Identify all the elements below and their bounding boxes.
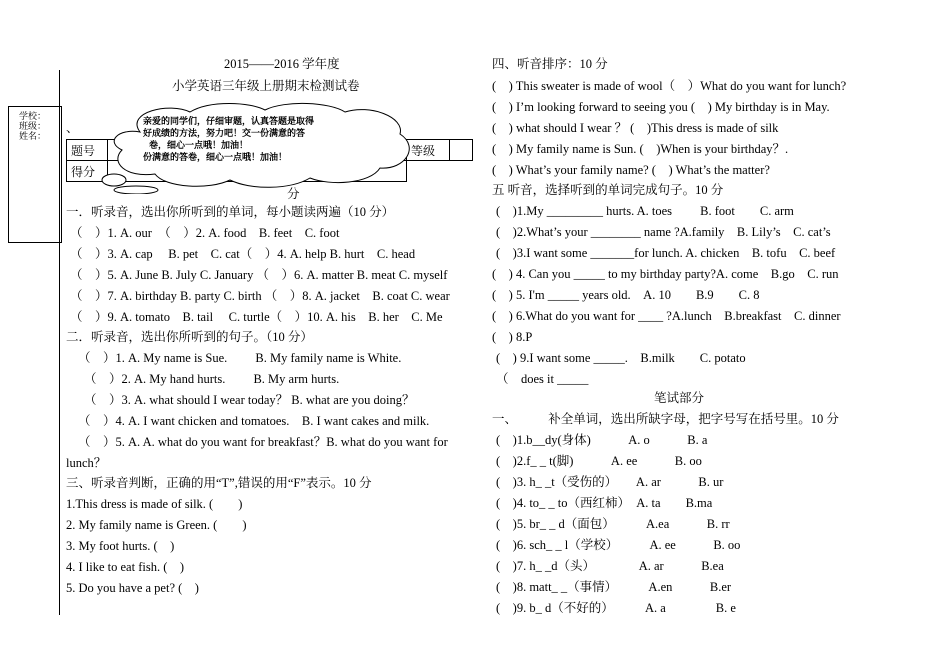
question-line: ( ) This sweater is made of wool（ ）What do you want for lunch?: [492, 79, 847, 93]
stray-mark: 、: [66, 121, 79, 135]
question-line: ( ) 5. I'm _____ years old. A. 10 B.9 C. 8: [492, 288, 760, 302]
written-section-heading: 一、 补全单词，选出所缺字母，把字号写在括号里。10 分: [492, 412, 839, 426]
section-1-heading: 一．听录音，选出你所听到的单词，每小题读两遍（10 分）: [66, 205, 395, 219]
question-line: ( ) I’m looking forward to seeing you ( ) My birthday is in May.: [492, 100, 830, 114]
question-line: ( )7. h_ _d（头） A. ar B.ea: [496, 559, 724, 573]
name-label: 姓名：: [19, 132, 47, 142]
question-line: 4. I like to eat fish. ( ): [66, 560, 185, 574]
empty-cell: [450, 161, 473, 182]
exam-title: 小学英语三年级上册期末检测试卷: [172, 79, 360, 93]
question-line: 5. Do you have a pet? ( ): [66, 581, 199, 595]
question-line: ( )5. br_ _ d（面包） A.ea B. rr: [496, 517, 730, 531]
question-line: ( ) 4. Can you _____ to my birthday party?A. come B.go C. run: [492, 267, 839, 281]
question-line: ( ) What’s your family name? ( ) What’s the matter?: [492, 163, 770, 177]
question-line: ( )1.My _________ hurts. A. toes B. foot C. arm: [496, 204, 794, 218]
question-line: （ ）9. A. tomato B. tail C. turtle（ ）10. A. his B. her C. Me: [70, 310, 443, 324]
section-5-heading: 五 听音，选择听到的单词完成句子。10 分: [492, 183, 724, 197]
school-label: 学校：: [19, 112, 47, 122]
cloud-text: [143, 116, 373, 164]
stray-char: 分: [287, 187, 300, 201]
written-part-title: 笔试部分: [654, 391, 705, 405]
question-line: lunch？: [66, 456, 107, 470]
cloud-line: 亲爱的同学们，仔细审题，认真答题是取得: [143, 117, 315, 127]
question-line: （ ）1. A. My name is Sue. B. My family name is White.: [78, 351, 402, 365]
question-line: （ ）3. A. cap B. pet C. cat（ ）4. A. help B. hurt C. head: [70, 247, 416, 261]
question-line: ( )4. to_ _ to（西红柿） A. ta B.ma: [496, 496, 713, 510]
question-line: 2. My family name is Green. ( ): [66, 518, 247, 532]
question-line: （ does it _____: [496, 372, 589, 386]
section-4-heading: 四、听音排序：10 分: [492, 57, 608, 71]
question-line: 3. My foot hurts. ( ): [66, 539, 175, 553]
question-line: ( )6. sch_ _ l（学校） A. ee B. oo: [496, 538, 741, 552]
question-line: （ ）7. A. birthday B. party C. birth （ ）8. A. jacket B. coat C. wear: [70, 289, 450, 303]
question-line: ( )2.f_ _ t(脚) A. ee B. oo: [496, 454, 702, 468]
question-line: ( ) My family name is Sun. ( )When is your birthday？.: [492, 142, 789, 156]
score-row-label: 得分: [67, 161, 108, 182]
question-line: ( )1.b__dy(身体) A. o B. a: [496, 433, 708, 447]
exam-year: 2015——2016 学年度: [224, 57, 340, 71]
question-line: ( ) what should I wear ？ ( )This dress is made of silk: [492, 121, 779, 135]
question-line: ( ) 6.What do you want for ____ ?A.lunch B.breakfast C. dinner: [492, 309, 841, 323]
question-line: 1.This dress is made of silk. ( ): [66, 497, 243, 511]
question-line: （ ）3. A. what should I wear today？ B. what are you doing？: [84, 393, 415, 407]
question-line: ( ) 9.I want some _____. B.milk C. potato: [496, 351, 746, 365]
score-row-header: 题号: [67, 140, 108, 161]
class-label: 班级：: [19, 122, 47, 132]
question-line: ( )8. matt_ _（事情） A.en B.er: [496, 580, 732, 594]
question-line: ( ) 8.P: [492, 330, 533, 344]
question-line: （ ）2. A. My hand hurts. B. My arm hurts.: [84, 372, 340, 386]
cloud-line: 卷，细心一点哦！加油！: [149, 141, 249, 151]
question-line: ( )3.I want some _______for lunch. A. chicken B. tofu C. beef: [496, 246, 836, 260]
question-line: ( )3. h_ _t（受伤的） A. ar B. ur: [496, 475, 724, 489]
section-3-heading: 三、听录音判断，正确的用“T”,错误的用“F”表示。10 分: [66, 476, 372, 490]
cloud-line: 份满意的答卷，细心一点哦！加油！: [143, 153, 288, 163]
question-line: ( )9. b_ d（不好的） A. a B. e: [496, 601, 736, 615]
question-line: ( )2.What’s your ________ name ?A.family B. Lily’s C. cat’s: [496, 225, 831, 239]
question-line: （ ）5. A. A. what do you want for breakfast？B. what do you want for: [78, 435, 448, 449]
cloud-line: 好成绩的方法，努力吧！交一份满意的答: [143, 129, 306, 139]
question-line: （ ）4. A. I want chicken and tomatoes. B. I want cakes and milk.: [78, 414, 430, 428]
section-2-heading: 二．听录音，选出你所听到的句子。（10 分）: [66, 330, 313, 344]
student-info-box: [8, 106, 62, 243]
question-line: （ ）1. A. our （ ）2. A. food B. feet C. foot: [70, 226, 340, 240]
grade-cell: [450, 140, 473, 161]
question-line: （ ）5. A. June B. July C. January （ ）6. A. matter B. meat C. myself: [70, 268, 448, 282]
grade-label: 等级: [407, 140, 450, 161]
